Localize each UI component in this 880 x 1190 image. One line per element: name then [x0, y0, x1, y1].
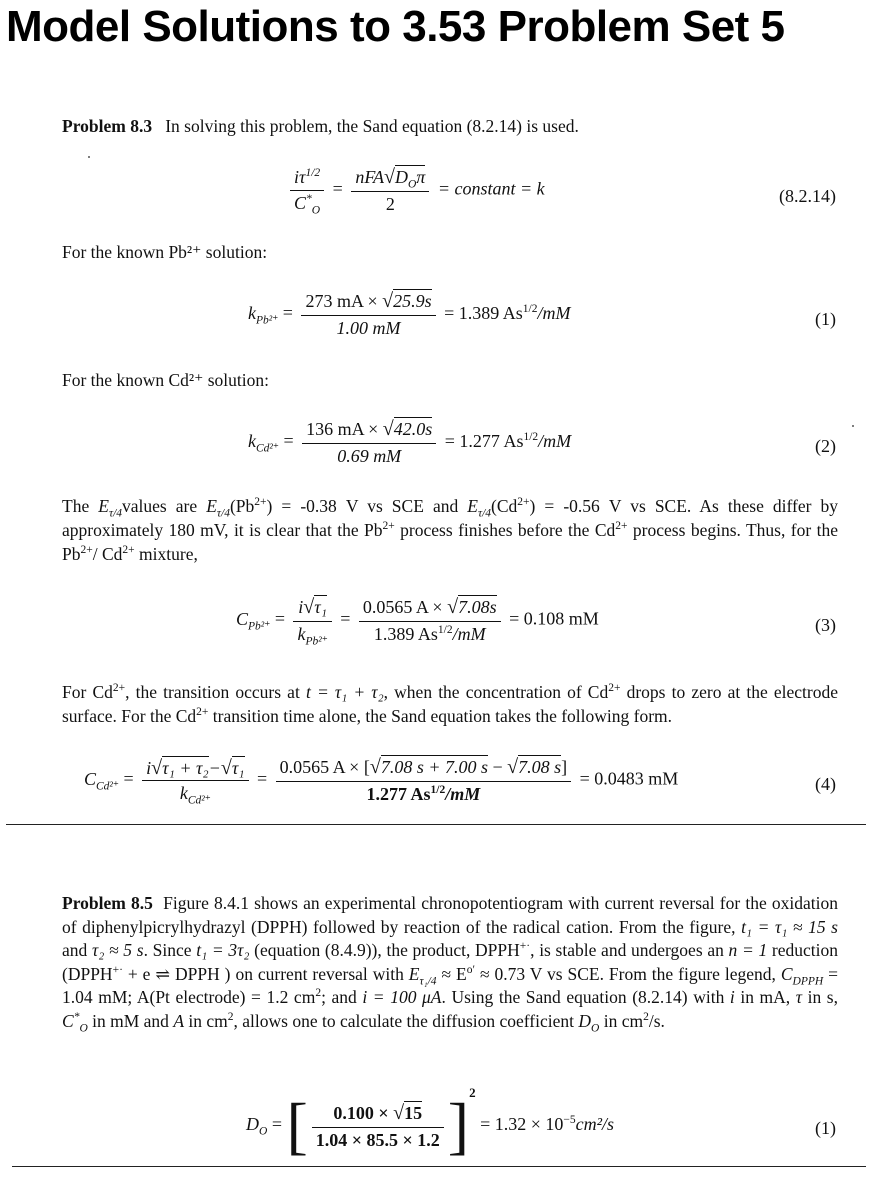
problem-8-3-intro — [62, 114, 838, 138]
cd-intro: For the known Cd²⁺ solution: — [62, 370, 269, 390]
c-cd-fraction-2: $\frac{0.0565 A \times [√7.08 s + 7.00 s - √7.08 s]}{1.277 As^{1/2}/mM}$ — [276, 756, 571, 805]
equation-number-8-2-14: (8.2.14) — [779, 186, 836, 206]
equation-number-4: (4) — [815, 774, 836, 794]
equation-k-pb: $k_{Pb^{2+}}$ = $\frac{273 mA \times √25.9s}{1.00 mM}$ = 1.389 $As^{1/2}/mM$ — [248, 290, 571, 338]
right-bracket: ] — [447, 1090, 470, 1161]
c-pb-result: = 0.108 mM — [509, 608, 599, 629]
c-pb-fraction-2: $\frac{0.0565 A \times √7.08s}{1.389 As^{1/2}/mM}$ — [359, 596, 501, 645]
bottom-divider — [12, 1166, 866, 1167]
k-cd-result: = 1.277 $As^{1/2}/mM$ — [444, 430, 572, 451]
problem-8-5-paragraph: Problem 8.5 Figure 8.4.1 shows an experimental chronopotentiogram with current reversal for the oxidation of diphenylpicrylhydrazyl (DPPH) followed by reaction of the radical cation. From the figure, t₁ = τ₁ ≈ 15 s and τ₂ ≈ 5 s. Since t₁ = 3τ₂ (equation (8.4.9)), the product, DPPH+·, is stable and undergoes an n = 1 reduction (DPPH+· + e ⇌ DPPH ) on current reversal with $E_{\tau_1/4} \approx E^{o'} \approx 0.73$ V vs SCE. From the figure legend, $C_{DPPH} = 1.04$ mM; A(Pt electrode) = 1.2 $cm^2$; and i = 100 μA. Using the Sand equation (8.2.14) with i in mA, τ in s, $C^*_O$ in mM and A in $cm^2$, allows one to calculate the diffusion coefficient $D_O$ in $cm^2/s$. — [62, 893, 839, 1034]
k-pb-result: = 1.389 $As^{1/2}/mM$ — [444, 302, 571, 323]
equation-c-pb: $C_{Pb^{2+}}$ = $\frac{\text{i√τ₁}}{k_{Pb^{2+}}}$ = $\frac{0.0565 A \times √7.08s}{1.389 As^{1/2}/mM}$ = 0.108 mM — [236, 596, 599, 648]
section-divider — [6, 824, 866, 825]
diffusion-result: = $1.32 \times 10^{-5}cm^2/s$ — [480, 1114, 615, 1135]
k-cd-fraction: $\frac{136 mA \times √42.0s}{0.69 mM}$ — [302, 418, 436, 467]
sand-equation: $\frac{i\tau^{1/2}}{C^*_O}$ = $\frac{nFA√D_O\pi}{2}$ = constant = k — [286, 166, 545, 215]
transition-paragraph: For $Cd^{2+}$, the transition occurs at t = τ₁ + τ₂, when the concentration of $Cd^{2+}$ drops to zero at the electrode surface. For the $Cd^{2+}$ transition time alone, the Sand equation takes the following form. — [62, 682, 838, 726]
equation-c-cd: $C_{Cd^{2+}}$ = $\frac{\text{i√τ₁ + τ₂−√τ₁}}{k_{Cd^{2+}}}$ = $\frac{0.0565 A \times [√7.08 s + 7.00 s - √7.08 s]}{1.277 As^{1/2}/mM}$ = 0.0483 mM — [84, 756, 679, 807]
scan-speck — [88, 156, 90, 158]
c-pb-fraction-1: $\frac{\text{i√τ₁}}{k_{Pb^{2+}}}$ — [293, 596, 331, 645]
left-bracket: [ — [286, 1090, 308, 1161]
k-pb-fraction: $\frac{273 mA \times √25.9s}{1.00 mM}$ — [301, 290, 435, 339]
problem-8-3-intro-text: In solving this problem, the Sand equation (8.2.14) is used. — [165, 116, 579, 136]
sand-lhs-fraction: $\frac{i\tau^{1/2}}{C^*_O}$ — [290, 167, 324, 214]
diffusion-fraction: $\frac{0.100 \times √15}{1.04 \times 85.5 \times 1.2}$ — [312, 1102, 444, 1151]
equation-diffusion-coefficient: $D_O$ = [ $\frac{0.100 \times √15}{1.04 \times 85.5 \times 1.2}$ ]$^2 = 1.32 \times 10^{-5}cm^2/s$ — [246, 1085, 615, 1161]
equation-number-3: (3) — [815, 615, 836, 635]
potential-paragraph: The $E_{\tau/4}values$ are $E_{\tau/4}(Pb^{2+}) = -0.38$ V vs SCE and $E_{\tau/4}(Cd^{2+}) = -0.56$ V vs SCE. As these differ by approximately 180 mV, it is clear that the $Pb^{2+}$ process finishes before the $Cd^{2+}$ process begins. Thus, for the $Pb^{2+}/$ $Cd^{2+}$ mixture, — [62, 496, 838, 564]
page-title: Model Solutions to 3.53 Problem Set 5 — [6, 2, 785, 51]
equation-number-1: (1) — [815, 309, 836, 329]
problem-8-3-heading: Problem 8.3 — [62, 116, 153, 136]
c-cd-fraction-1: $\frac{\text{i√τ₁ + τ₂−√τ₁}}{k_{Cd^{2+}}}$ — [142, 757, 248, 804]
sand-mid-fraction: $\frac{nFA√D_O\pi}{2}$ — [351, 166, 429, 215]
problem-8-5-heading: Problem 8.5 — [62, 893, 153, 913]
pb-intro: For the known Pb²⁺ solution: — [62, 242, 268, 262]
c-cd-result: = 0.0483 mM — [579, 768, 679, 789]
equation-k-cd: $k_{Cd^{2+}}$ = $\frac{136 mA \times √42.0s}{0.69 mM}$ = 1.277 $As^{1/2}/mM$ — [248, 418, 572, 466]
equation-number-2: (2) — [815, 436, 836, 456]
equation-number-1b: (1) — [815, 1118, 836, 1138]
sand-rhs: = constant = k — [437, 178, 545, 199]
scan-speck — [852, 425, 854, 427]
